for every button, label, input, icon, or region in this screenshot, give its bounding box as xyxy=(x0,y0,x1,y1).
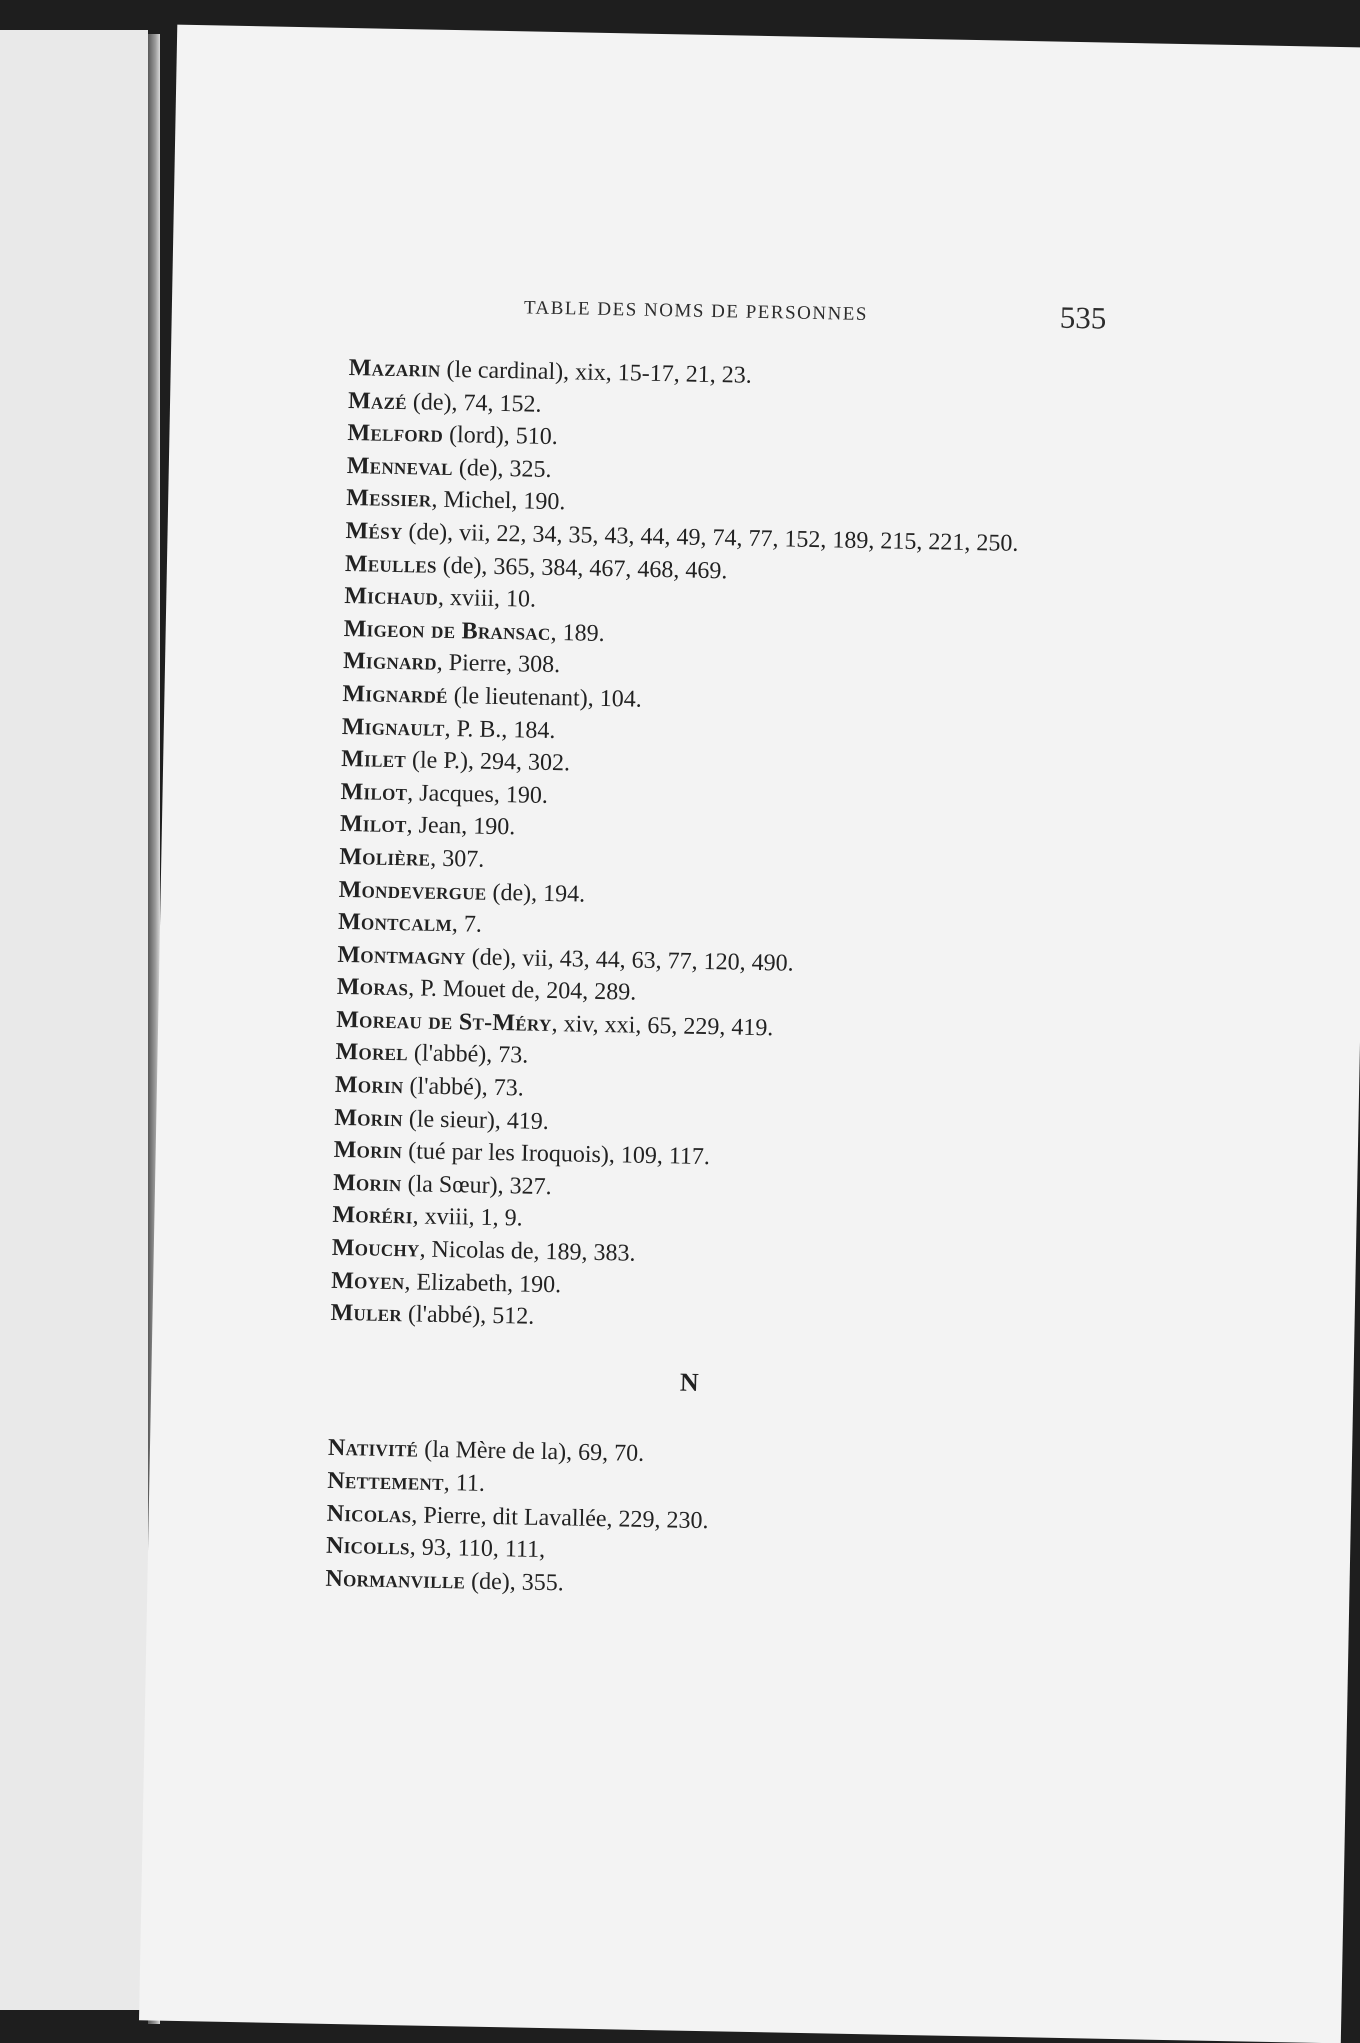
entry-name: Milot xyxy=(340,778,408,806)
section-letter: N xyxy=(679,1367,700,1397)
entry-references: (de), 365, 384, 467, 468, 469. xyxy=(436,552,728,584)
entry-name: Montmagny xyxy=(337,941,467,971)
entry-references: (de), vii, 43, 44, 63, 77, 120, 490. xyxy=(465,944,794,977)
entry-name: Migeon de Bransac xyxy=(343,615,551,646)
entry-references: (l'abbé), 512. xyxy=(401,1301,535,1330)
entry-name: Mondevergue xyxy=(338,876,487,906)
entry-name: Moreau de St-Méry xyxy=(335,1006,552,1037)
entry-references: , Nicolas de, 189, 383. xyxy=(419,1236,636,1267)
previous-page xyxy=(0,30,148,2010)
entry-references: (de), vii, 22, 34, 35, 43, 44, 49, 74, 77, 152, 189, 215, 221, 250. xyxy=(402,519,1019,557)
entry-name: Mignard xyxy=(342,648,438,677)
entry-name: Melford xyxy=(347,420,444,449)
entry-name: Mazé xyxy=(347,387,408,415)
entry-references: (la Mère de la), 69, 70. xyxy=(418,1436,645,1468)
entry-name: Nicolls xyxy=(325,1532,411,1561)
entry-name: Nicolas xyxy=(326,1500,412,1529)
entry-name: Morel xyxy=(335,1039,409,1067)
entry-name: Nettement xyxy=(327,1467,445,1497)
entry-name: Morin xyxy=(334,1071,404,1100)
entry-references: (la Sœur), 327. xyxy=(401,1171,552,1200)
entry-references: (le P.), 294, 302. xyxy=(405,747,571,777)
entry-name: Moréri xyxy=(332,1202,413,1230)
entry-name: Moyen xyxy=(330,1267,405,1295)
entry-references: , 11. xyxy=(443,1470,486,1497)
entry-name: Molière xyxy=(339,843,431,872)
entry-references: , P. Mouet de, 204, 289. xyxy=(407,975,637,1006)
entry-name: Morin xyxy=(332,1169,402,1198)
entry-references: , P. B., 184. xyxy=(444,715,556,744)
page-number: 535 xyxy=(1059,299,1107,336)
entry-name: Mignardé xyxy=(342,680,449,709)
entry-name: Mésy xyxy=(345,517,403,546)
entry-name: Morin xyxy=(334,1104,404,1132)
entry-references: (de), 74, 152. xyxy=(406,388,542,418)
entry-name: Nativité xyxy=(327,1435,419,1463)
entry-references: (le cardinal), xix, 15-17, 21, 23. xyxy=(440,356,753,389)
entry-references: (de), 194. xyxy=(486,879,586,908)
entries-n-list xyxy=(325,1432,1088,1610)
entry-name: Milot xyxy=(339,811,407,839)
entry-references: , xiv, xxi, 65, 229, 419. xyxy=(551,1010,774,1042)
entry-references: , 7. xyxy=(451,911,483,938)
entry-references: (lord), 510. xyxy=(442,422,558,451)
entry-references: , 93, 110, 111, xyxy=(409,1534,546,1564)
entry-name: Muler xyxy=(330,1300,403,1328)
entry-name: Messier xyxy=(345,485,432,514)
entry-references: (de), 355. xyxy=(464,1568,564,1597)
entry-name: Morin xyxy=(333,1137,403,1165)
entry-references: (l'abbé), 73. xyxy=(403,1073,525,1102)
entry-references: , 189. xyxy=(550,619,605,647)
entry-references: , xviii, 1, 9. xyxy=(412,1203,523,1232)
entry-references: (tué par les Iroquois), 109, 117. xyxy=(402,1138,711,1171)
entry-name: Menneval xyxy=(346,452,454,481)
entry-references: , Elizabeth, 190. xyxy=(404,1268,562,1298)
entries-m-list xyxy=(330,352,1109,1344)
entry-name: Mazarin xyxy=(348,355,441,383)
entry-references: (de), 325. xyxy=(452,454,552,483)
entry-references: (le lieutenant), 104. xyxy=(447,682,642,713)
entry-references: , Jean, 190. xyxy=(406,812,516,841)
entry-name: Mignault xyxy=(341,713,445,742)
entry-name: Michaud xyxy=(344,583,439,611)
entry-name: Meulles xyxy=(344,550,438,579)
entry-name: Normanville xyxy=(325,1565,466,1595)
entry-references: (l'abbé), 73. xyxy=(407,1040,529,1070)
running-head: TABLE DES NOMS DE PERSONNES xyxy=(523,297,869,325)
index-entries xyxy=(325,352,1109,1610)
index-page xyxy=(139,25,1360,2043)
entry-name: Moras xyxy=(336,974,409,1002)
entry-name: Montcalm xyxy=(337,909,453,938)
entry-references: (le sieur), 419. xyxy=(402,1105,550,1135)
entry-references: , xviii, 10. xyxy=(437,584,537,613)
entry-references: , Jacques, 190. xyxy=(407,779,549,809)
entry-references: , Pierre, 308. xyxy=(436,650,561,679)
entry-name: Milet xyxy=(340,746,407,774)
entry-references: , Pierre, dit Lavallée, 229, 230. xyxy=(411,1502,709,1534)
entry-name: Mouchy xyxy=(331,1234,420,1263)
entry-references: , 307. xyxy=(429,845,485,873)
entry-references: , Michel, 190. xyxy=(431,487,566,516)
